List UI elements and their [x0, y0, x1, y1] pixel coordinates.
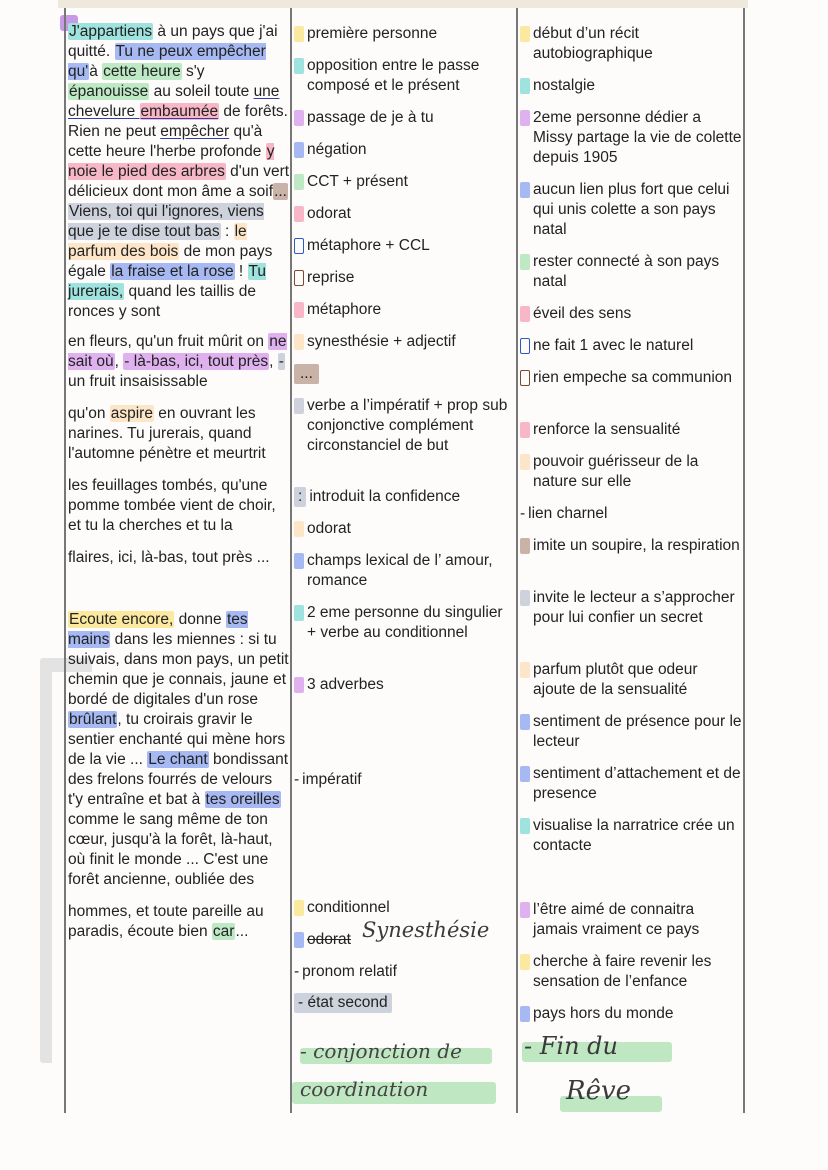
note-figure: odorat: [294, 930, 512, 950]
teal-marker-icon: [520, 78, 530, 94]
text-span: Le chant: [148, 751, 208, 768]
purple-marker-icon: [294, 677, 304, 693]
note-interpretation: rester connecté à son pays natal: [520, 252, 742, 292]
note-figure: synesthésie + adjectif: [294, 332, 512, 352]
note-figure: 2 eme personne du singulier + verbe au conditionnel: [294, 603, 512, 643]
paragraph-3: [68, 404, 290, 464]
green-marker-icon: [294, 174, 304, 190]
note-figure: négation: [294, 140, 512, 160]
text-span: en fleurs, qu'un fruit mûrit on: [68, 333, 269, 350]
yellow-marker-icon: [294, 900, 304, 916]
pink-marker-icon: [520, 306, 530, 322]
text-span: tes oreilles: [205, 791, 280, 808]
peach-marker-icon: [294, 521, 304, 537]
paragraph-6: [68, 610, 290, 890]
note-interpretation: ne fait 1 avec le naturel: [520, 336, 742, 356]
text-span: :: [220, 223, 234, 240]
blue-marker-icon: [520, 714, 530, 730]
teal-marker-icon: [520, 818, 530, 834]
note-figure: champs lexical de l’ amour, romance: [294, 551, 512, 591]
teal-marker-icon: [294, 58, 304, 74]
text-span: Tu jurerais,: [68, 263, 267, 300]
note-interpretation: invite le lecteur a s’approcher pour lui confier un secret: [520, 588, 742, 628]
text-span: au soleil toute: [149, 83, 254, 100]
note-interpretation: - lien charnel: [520, 505, 608, 522]
green-marker-icon: [520, 254, 530, 270]
text-span: donne: [174, 611, 226, 628]
source-text-column: [68, 22, 290, 954]
divider-middle-2: [516, 8, 518, 1113]
teal-marker-icon: [294, 605, 304, 621]
ellipsis-marker: ...: [294, 364, 319, 384]
purple-marker-icon: [294, 110, 304, 126]
note-figure: - impératif: [294, 771, 362, 788]
paragraph-1: [68, 22, 290, 322]
paragraph-7: [68, 902, 290, 942]
blue-box-icon: [294, 238, 304, 254]
blue-box-icon: [520, 338, 530, 354]
note-figure: reprise: [294, 268, 512, 288]
text-span: empêcher: [160, 123, 230, 140]
text-span: qu'à cette heure l'herbe profonde: [68, 123, 266, 160]
note-interpretation: parfum plutôt que odeur ajoute de la sensualité: [520, 660, 742, 700]
purple-marker-icon: [520, 110, 530, 126]
text-span: Tu ne peux empêcher qu': [68, 43, 266, 80]
blue-marker-icon: [294, 553, 304, 569]
handwritten-synesthesie: Synesthésie: [362, 918, 490, 942]
text-span: - état second: [294, 993, 392, 1013]
divider-right: [743, 8, 745, 1113]
note-figure: [294, 993, 512, 1013]
text-span: hommes, et toute pareille au paradis, écoute bien: [68, 903, 264, 940]
peach-marker-icon: [294, 334, 304, 350]
handwritten-conjonction: - conjonction de coordination: [300, 1039, 462, 1101]
yellow-marker-icon: [520, 26, 530, 42]
text-span: qu'on: [68, 405, 110, 422]
handwritten-fin-du: - Fin du: [524, 1032, 618, 1060]
yellow-marker-icon: [520, 954, 530, 970]
pink-marker-icon: [294, 206, 304, 222]
note-figure: verbe a l’impératif + prop sub conjonctive complément circonstanciel de but: [294, 396, 512, 456]
note-figure: métaphore + CCL: [294, 236, 512, 256]
text-span: ne sait où: [68, 333, 287, 370]
brown-marker-icon: [520, 538, 530, 554]
text-span: , tu croirais gravir le sentier enchanté qui mène hors de la vie ...: [68, 711, 286, 768]
yellow-marker-icon: [294, 26, 304, 42]
note-figure: 3 adverbes: [294, 675, 512, 695]
note-interpretation: nostalgie: [520, 76, 742, 96]
note-interpretation: cherche à faire revenir les sensation de l’enfance: [520, 952, 742, 992]
note-interpretation: sentiment d’attachement et de presence: [520, 764, 742, 804]
handwritten-reve: Rêve: [566, 1076, 632, 1106]
brown-box-icon: [520, 370, 530, 386]
peach-marker-icon: [520, 662, 530, 678]
note-interpretation: rien empeche sa communion: [520, 368, 742, 388]
text-span: ,: [269, 353, 278, 370]
text-span: la fraise et la rose: [111, 263, 234, 280]
note-figure: odorat: [294, 519, 512, 539]
note-figure: conditionnel: [294, 898, 512, 918]
text-span: de forêts. Rien ne peut: [68, 103, 288, 140]
text-span: J'appartiens: [69, 23, 153, 40]
text-span: à: [89, 63, 103, 80]
text-span: y noie le pied des arbres: [68, 143, 275, 180]
divider-left: [64, 8, 66, 1113]
note-figure: odorat: [294, 204, 512, 224]
text-span: une chevelure: [68, 83, 280, 120]
note-figure: [294, 364, 512, 384]
text-span: car: [212, 923, 235, 940]
note-interpretation: renforce la sensualité: [520, 420, 742, 440]
note-interpretation: sentiment de présence pour le lecteur: [520, 712, 742, 752]
text-span: en ouvrant les narines. Tu jurerais, quand l'automne pénètre et meurtrit: [68, 405, 266, 462]
blue-marker-icon: [520, 1006, 530, 1022]
note-interpretation: éveil des sens: [520, 304, 742, 324]
text-span: un fruit insaisissable: [68, 373, 208, 390]
text-span: Ecoute encore,: [69, 611, 174, 628]
pink-marker-icon: [520, 422, 530, 438]
text-span: d'un vert délicieux dont mon âme a soif: [68, 163, 290, 200]
note-interpretation: pays hors du monde: [520, 1004, 742, 1024]
paragraph-2: [68, 332, 290, 392]
note-figure: : introduit la confidence: [294, 487, 512, 507]
text-span: -: [278, 353, 284, 370]
top-strip: [58, 0, 748, 8]
divider-middle-1: [290, 8, 292, 1113]
text-span: ,: [114, 353, 124, 370]
text-span: tes mains: [68, 611, 248, 648]
text-span: à un pays que j'ai quitté.: [68, 23, 278, 60]
paragraph-5: flaires, ici, là-bas, tout près ...: [68, 549, 270, 566]
text-span: quand les taillis de ronces y sont: [68, 283, 256, 320]
text-span: brûlant: [69, 711, 117, 728]
note-figure: passage de je à tu: [294, 108, 512, 128]
text-span: dans les miennes : si tu suivais, dans mon pays, un petit chemin que je connais, jaune et bordé de digitales d'un rose: [68, 631, 289, 708]
gray-marker-icon: [520, 590, 530, 606]
purple-marker-icon: [520, 902, 530, 918]
text-span: épanouisse: [69, 83, 149, 100]
text-span: cette heure: [103, 63, 181, 80]
text-span: comme le sang même de ton cœur, jusqu'à la forêt, là-haut, où finit le monde ... C'est une forêt ancienne, oubliée des: [68, 811, 273, 888]
note-figure: - pronom relatif: [294, 963, 397, 980]
paragraph-4: les feuillages tombés, qu'une pomme tombée vient de choir, et tu la cherches et tu la: [68, 477, 276, 534]
text-span: Viens, toi qui l'ignores, viens que je te dise tout bas: [68, 203, 264, 240]
blue-marker-icon: [520, 182, 530, 198]
gray-marker-icon: [294, 398, 304, 414]
blue-marker-icon: [520, 766, 530, 782]
text-span: embaumée: [140, 103, 219, 120]
text-span: ...: [274, 183, 287, 200]
text-span: bondissant des frelons fourrés de velours t'y entraîne et bat à: [68, 751, 289, 808]
note-figure: opposition entre le passe composé et le présent: [294, 56, 512, 96]
note-interpretation: pouvoir guérisseur de la nature sur elle: [520, 452, 742, 492]
text-span: !: [234, 263, 248, 280]
note-figure: première personne: [294, 24, 512, 44]
blue-marker-icon: [294, 932, 304, 948]
text-span: le parfum des bois: [68, 223, 247, 260]
note-interpretation: l’être aimé de connaitra jamais vraiment ce pays: [520, 900, 742, 940]
note-interpretation: début d’un récit autobiographique: [520, 24, 742, 64]
brown-box-icon: [294, 270, 304, 286]
note-interpretation: 2eme personne dédier a Missy partage la vie de colette depuis 1905: [520, 108, 742, 168]
text-span: de mon pays égale: [68, 243, 273, 280]
peach-marker-icon: [520, 454, 530, 470]
text-span: - là-bas, ici, tout près: [124, 353, 269, 370]
text-span: ...: [235, 923, 249, 940]
pink-marker-icon: [294, 302, 304, 318]
note-figure: métaphore: [294, 300, 512, 320]
blue-marker-icon: [294, 142, 304, 158]
note-interpretation: imite un soupire, la respiration: [520, 536, 742, 556]
colon-marker: :: [294, 487, 306, 507]
note-figure: CCT + présent: [294, 172, 512, 192]
text-span: s'y: [181, 63, 205, 80]
text-span: aspire: [110, 405, 153, 422]
note-interpretation: aucun lien plus fort que celui qui unis colette a son pays natal: [520, 180, 742, 240]
note-interpretation: visualise la narratrice crée un contacte: [520, 816, 742, 856]
